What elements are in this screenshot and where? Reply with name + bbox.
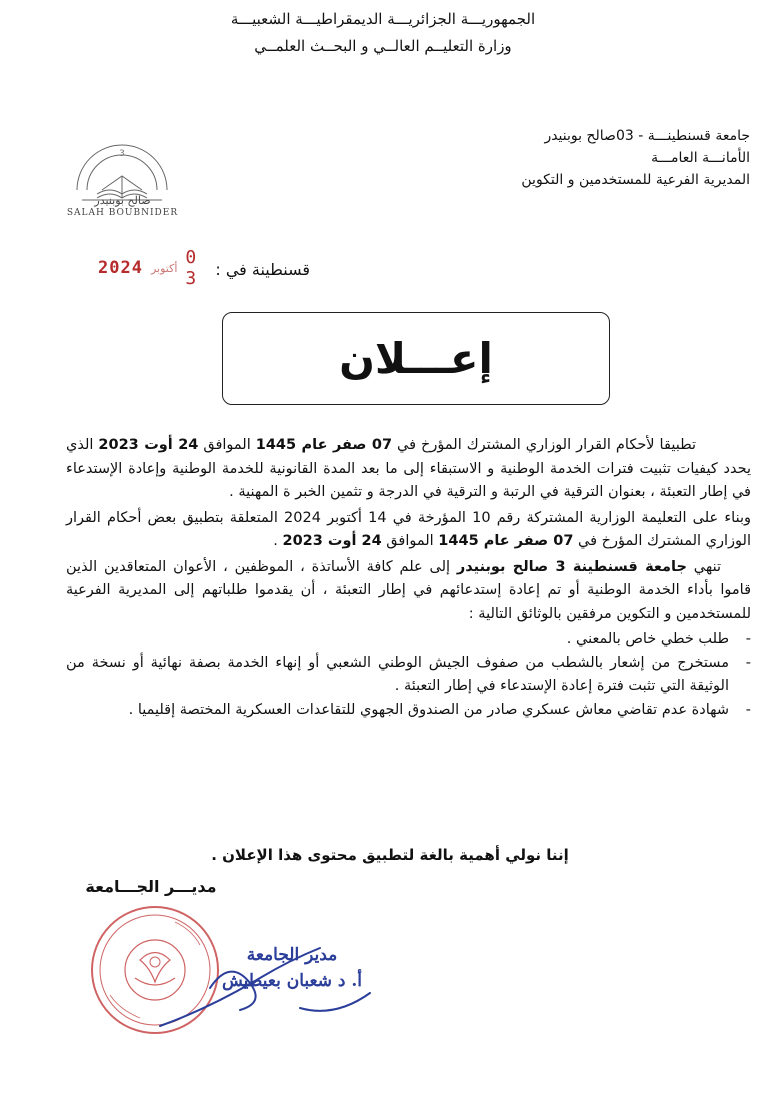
signature-name: أ. د شعبان بعيطيش [221, 971, 363, 991]
p3-text-a: تنهي [686, 558, 721, 575]
list-item [66, 628, 751, 652]
p1-text-e: الذي يحدد كيفيات تثبيت فترات الخدمة الوطنية و الاستبقاء إلى ما بعد المدة القانونية للخدمة الوطنية وإعادة الإستدعاء في إطار التعبئة ، بعنوان الترقية في الرتبة و الترقية في الدرجة و تثمين الخبر ة المهنية . [66, 437, 751, 500]
closing-statement: إننا نولي أهمية بالغة لتطبيق محتوى هذا الإعلان . [211, 846, 569, 864]
list-item [66, 699, 751, 723]
republic-header: الجمهوريـــة الجزائريـــة الديمقراطيـــة الشعبيـــة [230, 10, 536, 28]
list-item [66, 652, 751, 699]
secretariat-name: الأمانـــة العامـــة [651, 150, 750, 166]
p2-date-hijri: 07 صفر عام 1445 [438, 533, 574, 549]
p3-text-c: إلى علم كافة الأساتذة ، الموظفين ، الأعوان المتعاقدين الذين قاموا بأداء الخدمة الوطنية أو تم إعادة إستدعائهم في إطار التعبئة ، أن يقدموا طلباتهم إلى المديرية الفرعية للمستخدمين و التكوين مرفقين بالوثائق التالية : [66, 558, 751, 622]
university-name: جامعة قسنطينـــة - 03صالح بوبنيدر [544, 128, 750, 144]
logo-caption-latin: SALAH BOUBNIDER [66, 208, 179, 218]
list-item-text: شهادة عدم تقاضي معاش عسكري صادر من الصندوق الجهوي للتقاعدات العسكرية المختصة إقليميا . [128, 701, 729, 718]
required-documents-list [66, 628, 751, 722]
p2-text-c: الموافق [381, 533, 439, 549]
date-label: قسنطينة في : [215, 260, 310, 279]
p1-date-hijri: 07 صفر عام 1445 [255, 437, 393, 453]
paragraph-3 [66, 556, 751, 627]
p2-text-a: وبناء على التعليمة الوزارية المشتركة رقم 10 المؤرخة في 14 أكتوبر 2024 المتعلقة بتطبيق بعض أحكام القرار الوزاري المشترك المؤرخ في [66, 509, 751, 549]
date-stamp-year: 2024 [98, 258, 143, 278]
announcement-body [66, 434, 751, 722]
p3-university-name: جامعة قسنطينة 3 صالح بوبنيدر [456, 558, 687, 575]
p2-text-e: . [273, 533, 283, 549]
administrative-header [450, 125, 750, 191]
date-stamp-month: أكتوبر [150, 261, 178, 275]
list-item-text: طلب خطي خاص بالمعني . [566, 631, 729, 647]
date-stamp-day: 0 3 [185, 247, 202, 289]
p1-text-c: الموافق [198, 437, 256, 453]
director-title: مديـــر الجـــامعة [85, 877, 217, 896]
directorate-name: المديرية الفرعية للمستخدمين و التكوين [521, 172, 750, 188]
p2-date-gregorian: 24 أوت 2023 [282, 533, 382, 549]
logo-caption [55, 195, 190, 219]
date-stamp [98, 247, 223, 289]
p1-text-a: تطبيقا لأحكام القرار الوزاري المشترك المؤرخ في [392, 437, 696, 453]
paragraph-1 [66, 434, 751, 505]
announcement-title: إعـــلان [339, 334, 493, 383]
p1-date-gregorian: 24 أوت 2023 [98, 437, 199, 453]
signature-title: مدير الجامعة [246, 945, 338, 965]
paragraph-2 [66, 507, 751, 554]
logo-caption-arabic: صالح بوبنيدر [94, 194, 151, 207]
list-item-text: مستخرج من إشعار بالشطب من صفوف الجيش الوطني الشعبي أو إنهاء الخدمة بصفة نهائية أو نسخة من الوثيقة التي تثبت فترة إعادة الإستدعاء في إطار التعبئة . [66, 654, 729, 694]
signature-block [212, 942, 372, 994]
svg-text:3: 3 [119, 149, 125, 159]
announcement-title-box [222, 312, 610, 405]
bullet-dash: - [745, 701, 751, 718]
bullet-dash: - [745, 654, 751, 671]
bullet-dash: - [745, 631, 751, 647]
ministry-header: وزارة التعليــم العالــي و البحــث العلمــي [254, 37, 512, 55]
